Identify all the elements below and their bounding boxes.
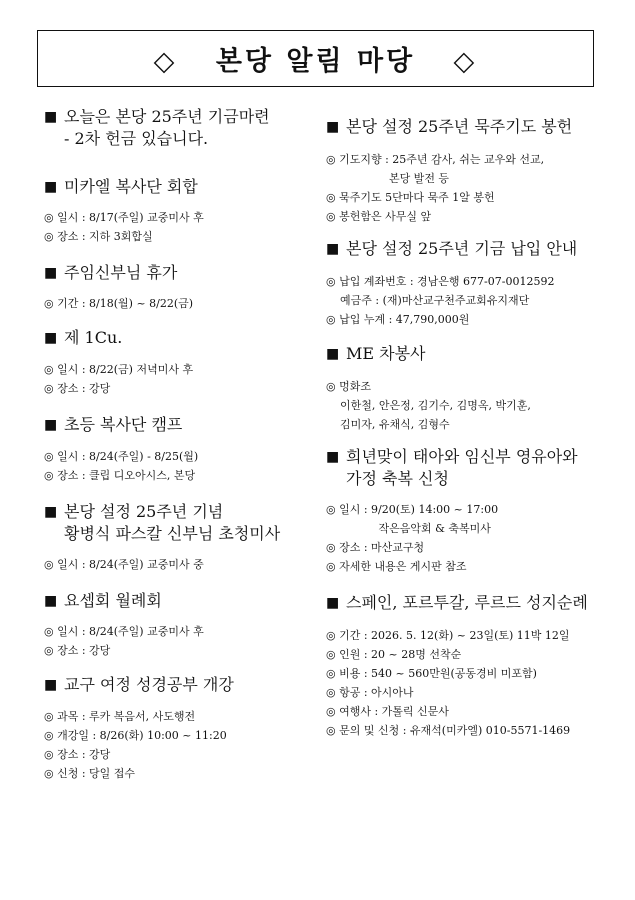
detail-line: ◎ 일시 : 9/20(토) 14:00 ~ 17:00	[326, 503, 499, 516]
detail-line: ◎ 장소 : 강당	[44, 644, 111, 657]
page-title	[154, 39, 478, 78]
left-column	[44, 100, 314, 783]
notice-section	[44, 176, 314, 246]
square-bullet-icon: ■	[326, 449, 340, 465]
section-heading: ■ 본당 설정 25주년 기념 황병식 파스칼 신부님 초청미사	[44, 502, 281, 543]
detail-line: ◎ 장소 : 강당	[44, 748, 111, 761]
detail-line: ◎ 장소 : 강당	[44, 382, 111, 395]
section-heading: ■ 스페인, 포르투갈, 루르드 성지순례	[326, 593, 588, 612]
square-bullet-icon: ■	[44, 504, 58, 520]
notice-section	[44, 501, 314, 574]
square-bullet-icon: ■	[44, 109, 58, 125]
section-heading: ■ 희년맞이 태아와 임신부 영유아와 가정 축복 신청	[326, 447, 578, 488]
detail-line: 김미자, 유채식, 김형수	[326, 418, 450, 431]
detail-line: ◎ 여행사 : 가톨릭 신문사	[326, 705, 449, 718]
detail-line: 이한철, 안은정, 김기수, 김명옥, 박기훈,	[326, 399, 531, 412]
section-heading: ■ 교구 여정 성경공부 개강	[44, 675, 234, 694]
square-bullet-icon: ■	[44, 265, 58, 281]
section-heading: ■ ME 차봉사	[326, 344, 426, 363]
detail-line: ◎ 납입 누계 : 47,790,000원	[326, 313, 470, 326]
notice-section	[326, 116, 601, 226]
detail-line: 작은음악회 & 축복미사	[326, 522, 491, 535]
square-bullet-icon: ■	[326, 595, 340, 611]
notice-section	[326, 592, 601, 740]
notice-section	[326, 238, 601, 329]
detail-line: 예금주 : (재)마산교구천주교회유지재단	[326, 294, 530, 307]
square-bullet-icon: ■	[326, 241, 340, 257]
detail-line: ◎ 일시 : 8/24(주일) 교중미사 후	[44, 625, 204, 638]
diamond-left-mark: ◇	[153, 46, 178, 77]
detail-line: ◎ 장소 : 지하 3회합실	[44, 230, 153, 243]
detail-line: ◎ 비용 : 540 ~ 560만원(공동경비 미포함)	[326, 667, 537, 680]
section-heading: ■ 본당 설정 25주년 기금 납입 안내	[326, 239, 578, 258]
detail-line: ◎ 개강일 : 8/26(화) 10:00 ~ 11:20	[44, 729, 227, 742]
detail-line: ◎ 묵주기도 5단마다 묵주 1알 봉헌	[326, 191, 495, 204]
detail-line: ◎ 멍화조	[326, 380, 371, 393]
detail-line: ◎ 문의 및 신청 : 유재석(미카엘) 010-5571-1469	[326, 724, 571, 737]
section-heading: ■ 본당 설정 25주년 묵주기도 봉헌	[326, 117, 573, 136]
title-banner	[37, 30, 594, 87]
section-heading: ■ 요셉회 월례회	[44, 591, 162, 610]
section-heading: ■ 초등 복사단 캠프	[44, 415, 183, 434]
notice-section	[44, 414, 314, 485]
detail-line: ◎ 일시 : 8/24(주일) - 8/25(월)	[44, 450, 199, 463]
detail-line: ◎ 봉헌함은 사무실 앞	[326, 210, 432, 223]
detail-line: ◎ 신청 : 당일 접수	[44, 767, 136, 780]
square-bullet-icon: ■	[326, 119, 340, 135]
notice-section	[326, 446, 601, 576]
section-heading: ■ 오늘은 본당 25주년 기금마련 - 2차 헌금 있습니다.	[44, 107, 270, 148]
right-column	[326, 100, 601, 740]
notice-section	[44, 674, 314, 783]
detail-line: ◎ 자세한 내용은 게시판 참조	[326, 560, 467, 573]
detail-line: ◎ 항공 : 아시아나	[326, 686, 414, 699]
square-bullet-icon: ■	[44, 179, 58, 195]
detail-line: ◎ 인원 : 20 ~ 28명 선착순	[326, 648, 462, 661]
section-heading: ■ 주임신부님 휴가	[44, 263, 178, 282]
notice-section	[44, 262, 314, 313]
notice-section	[44, 106, 314, 150]
notice-section	[44, 327, 314, 398]
detail-line: ◎ 기도지향 : 25주년 감사, 쉬는 교우와 선교,	[326, 153, 545, 166]
detail-line: ◎ 일시 : 8/17(주일) 교중미사 후	[44, 211, 204, 224]
detail-line: ◎ 기간 : 8/18(월) ~ 8/22(금)	[44, 297, 194, 310]
notice-section	[44, 590, 314, 660]
square-bullet-icon: ■	[44, 677, 58, 693]
square-bullet-icon: ■	[44, 417, 58, 433]
detail-line: ◎ 장소 : 클립 디오아시스, 본당	[44, 469, 196, 482]
detail-line: ◎ 기간 : 2026. 5. 12(화) ~ 23일(토) 11박 12일	[326, 629, 570, 642]
detail-line: ◎ 납입 계좌번호 : 경남은행 677-07-0012592	[326, 275, 555, 288]
section-heading: ■ 제 1Cu.	[44, 328, 123, 347]
detail-line: ◎ 장소 : 마산교구청	[326, 541, 425, 554]
title-text: 본당 알림 마당	[215, 46, 416, 77]
section-heading: ■ 미카엘 복사단 회합	[44, 177, 198, 196]
square-bullet-icon: ■	[326, 346, 340, 362]
square-bullet-icon: ■	[44, 330, 58, 346]
detail-line: ◎ 일시 : 8/24(주일) 교중미사 중	[44, 558, 204, 571]
diamond-right-mark: ◇	[453, 46, 478, 77]
notice-section	[326, 343, 601, 434]
detail-line: ◎ 일시 : 8/22(금) 저녁미사 후	[44, 363, 194, 376]
detail-line: ◎ 과목 : 루카 복음서, 사도행전	[44, 710, 196, 723]
square-bullet-icon: ■	[44, 593, 58, 609]
detail-line: 본당 발전 등	[326, 172, 450, 185]
